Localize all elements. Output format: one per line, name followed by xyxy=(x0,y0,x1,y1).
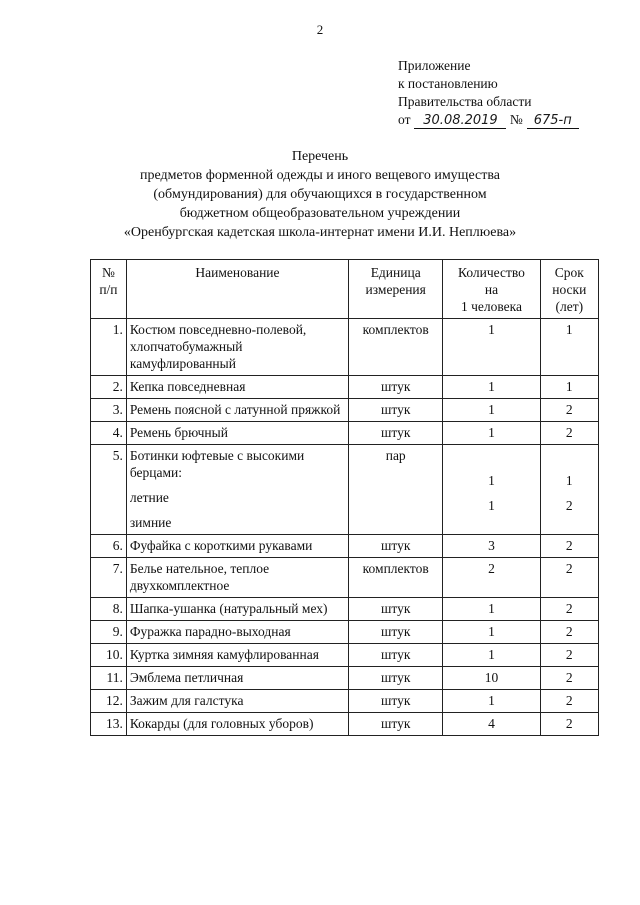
item-quantity: 1 xyxy=(443,690,540,713)
item-unit: штук xyxy=(349,598,443,621)
from-label: от xyxy=(398,112,411,127)
item-name xyxy=(126,445,348,535)
item-quantity: 1 xyxy=(443,319,540,376)
item-unit: штук xyxy=(349,399,443,422)
table-header-row xyxy=(91,260,599,319)
subitem-term: 2 xyxy=(565,498,573,513)
row-number: 3. xyxy=(91,399,127,422)
item-name-main: Ботинки юфтевые с высокими берцами: xyxy=(129,448,305,480)
item-name: Фуфайка с короткими рукавами xyxy=(126,535,348,558)
item-name: Ремень брючный xyxy=(126,422,348,445)
title-line: «Оренбургская кадетская школа-интернат имени И.И. Неплюева» xyxy=(123,225,517,240)
subitem-quantity: 1 xyxy=(488,473,495,488)
item-name: Зажим для галстука xyxy=(126,690,348,713)
page-number: 2 xyxy=(316,22,324,37)
item-quantity: 4 xyxy=(443,713,540,736)
item-term: 2 xyxy=(540,621,598,644)
item-term: 2 xyxy=(540,667,598,690)
table-row xyxy=(91,558,599,598)
item-quantity: 1 xyxy=(443,376,540,399)
item-term: 2 xyxy=(540,535,598,558)
appendix-block xyxy=(398,57,579,129)
item-name: Белье нательное, теплое двухкомплектное xyxy=(126,558,348,598)
table-row xyxy=(91,535,599,558)
item-unit: комплектов xyxy=(349,319,443,376)
header-quantity: Количество на 1 человека xyxy=(443,260,540,319)
item-quantity xyxy=(443,445,540,535)
table-row xyxy=(91,319,599,376)
item-name: Фуражка парадно-выходная xyxy=(126,621,348,644)
header-unit: Единица измерения xyxy=(349,260,443,319)
item-unit: штук xyxy=(349,422,443,445)
item-term: 2 xyxy=(540,713,598,736)
item-unit: штук xyxy=(349,621,443,644)
item-unit: штук xyxy=(349,644,443,667)
table-row xyxy=(91,598,599,621)
row-number: 9. xyxy=(91,621,127,644)
number-label: № xyxy=(509,112,523,127)
item-quantity: 1 xyxy=(443,621,540,644)
item-unit: пар xyxy=(349,445,443,535)
item-term: 2 xyxy=(540,690,598,713)
item-quantity: 2 xyxy=(443,558,540,598)
item-unit: штук xyxy=(349,535,443,558)
item-subname: летние xyxy=(129,490,169,505)
item-unit: штук xyxy=(349,667,443,690)
title-line: бюджетном общеобразовательном учреждении xyxy=(179,206,461,221)
item-quantity: 3 xyxy=(443,535,540,558)
row-number: 4. xyxy=(91,422,127,445)
items-table xyxy=(90,259,599,736)
item-term: 1 xyxy=(540,319,598,376)
item-name: Ремень поясной с латунной пряжкой xyxy=(126,399,348,422)
appendix-line: к постановлению xyxy=(398,76,498,91)
appendix-line: Правительства области xyxy=(398,94,532,109)
title-line: предметов форменной одежды и иного вещевого имущества xyxy=(140,168,500,183)
row-number: 11. xyxy=(91,667,127,690)
row-number: 7. xyxy=(91,558,127,598)
item-term: 2 xyxy=(540,598,598,621)
document-title xyxy=(0,147,640,242)
item-name: Эмблема петличная xyxy=(126,667,348,690)
item-quantity: 1 xyxy=(443,422,540,445)
header-term: Срок носки (лет) xyxy=(540,260,598,319)
item-term xyxy=(540,445,598,535)
item-term: 2 xyxy=(540,399,598,422)
table-row xyxy=(91,713,599,736)
item-quantity: 10 xyxy=(443,667,540,690)
appendix-date-line xyxy=(398,111,579,129)
item-quantity: 1 xyxy=(443,399,540,422)
item-unit: штук xyxy=(349,713,443,736)
item-term: 2 xyxy=(540,422,598,445)
table-row xyxy=(91,690,599,713)
item-name: Куртка зимняя камуфлированная xyxy=(126,644,348,667)
table-row xyxy=(91,644,599,667)
row-number: 6. xyxy=(91,535,127,558)
subitem-term: 1 xyxy=(565,473,573,488)
table-row xyxy=(91,422,599,445)
row-number: 13. xyxy=(91,713,127,736)
table-row xyxy=(91,667,599,690)
row-number: 10. xyxy=(91,644,127,667)
item-unit: комплектов xyxy=(349,558,443,598)
row-number: 12. xyxy=(91,690,127,713)
item-term: 2 xyxy=(540,558,598,598)
table-row xyxy=(91,621,599,644)
row-number: 5. xyxy=(91,445,127,535)
title-line: (обмундирования) для обучающихся в государственном xyxy=(153,187,487,202)
table-row xyxy=(91,399,599,422)
appendix-line: Приложение xyxy=(398,58,471,73)
item-unit: штук xyxy=(349,376,443,399)
item-unit: штук xyxy=(349,690,443,713)
item-name: Шапка-ушанка (натуральный мех) xyxy=(126,598,348,621)
row-number: 1. xyxy=(91,319,127,376)
item-name: Костюм повседневно-полевой, хлопчатобумажный камуфлированный xyxy=(126,319,348,376)
handwritten-date: 30.08.2019 xyxy=(414,113,506,129)
header-name: Наименование xyxy=(126,260,348,319)
item-term: 2 xyxy=(540,644,598,667)
title-line: Перечень xyxy=(291,149,349,164)
row-number: 2. xyxy=(91,376,127,399)
item-term: 1 xyxy=(540,376,598,399)
table-row xyxy=(91,445,599,535)
item-quantity: 1 xyxy=(443,598,540,621)
item-quantity: 1 xyxy=(443,644,540,667)
item-name: Кепка повседневная xyxy=(126,376,348,399)
table-row xyxy=(91,376,599,399)
handwritten-number: 675-п xyxy=(527,113,579,129)
header-number: № п/п xyxy=(91,260,127,319)
subitem-quantity: 1 xyxy=(488,498,495,513)
item-subname: зимние xyxy=(129,515,172,530)
row-number: 8. xyxy=(91,598,127,621)
item-name: Кокарды (для головных уборов) xyxy=(126,713,348,736)
